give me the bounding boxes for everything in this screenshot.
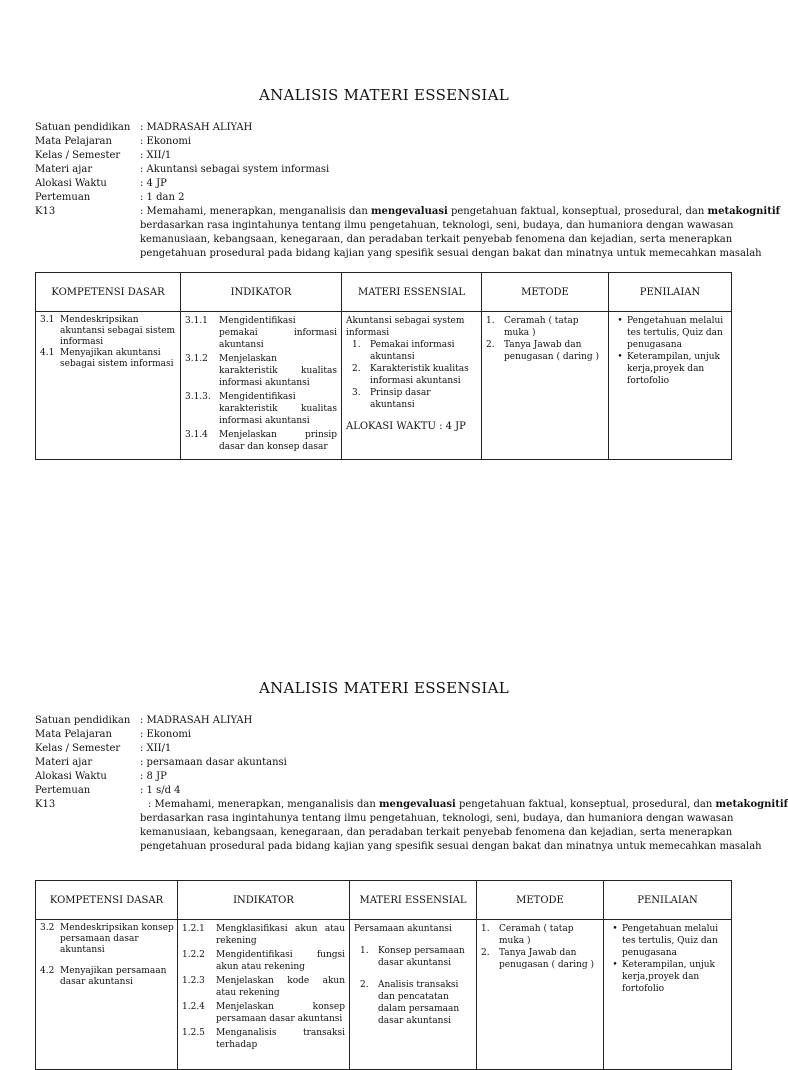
materi-number: 2. — [352, 364, 361, 374]
meta-label: Satuan pendidikan — [35, 122, 131, 133]
cell-metode — [482, 312, 609, 460]
k13-row — [35, 798, 788, 812]
indikator-number: 3.1.4 — [185, 430, 208, 440]
metode-number: 1. — [481, 924, 490, 934]
indikator-text: Menjelaskan prinsip dasar dan konsep dasar — [219, 430, 337, 452]
k13-bold-metakognitif: metakognitif — [715, 799, 788, 810]
materi-number: 1. — [360, 946, 369, 956]
meta-value: : 1 s/d 4 — [140, 785, 181, 796]
meta-row — [35, 742, 735, 756]
bullet-icon: • — [612, 924, 618, 934]
cell-penilaian — [604, 920, 732, 1070]
kd-item — [40, 348, 178, 370]
bullet-icon: • — [617, 352, 623, 362]
indikator-item — [185, 391, 337, 427]
meta-row — [35, 770, 735, 784]
header-kompetensi-dasar: KOMPETENSI DASAR — [36, 273, 181, 312]
table-header-row — [36, 881, 732, 920]
meta-row — [35, 756, 735, 770]
kd-number: 3.1 — [40, 315, 55, 325]
meta-label: Materi ajar — [35, 757, 93, 768]
metode-text: Ceramah ( tatap muka ) — [504, 316, 579, 338]
k13-line: kemanusiaan, kebangsaan, kenegaraan, dan peradaban terkait penyebab fenomena dan kejadian, serta menerapkan — [140, 827, 733, 838]
materi-text: Konsep persamaan dasar akuntansi — [378, 946, 465, 968]
kd-item — [40, 966, 175, 988]
meta-row — [35, 135, 735, 149]
indikator-item — [185, 429, 337, 453]
metode-item — [486, 339, 604, 363]
kd-item — [40, 315, 178, 348]
header-materi-essensial: MATERI ESSENSIAL — [350, 881, 477, 920]
analysis-table — [35, 272, 732, 460]
meta-label: Alokasi Waktu — [35, 771, 107, 782]
k13-middle: pengetahuan faktual, konseptual, prosedural, dan — [447, 206, 708, 217]
penilaian-item — [613, 351, 727, 387]
k13-line: kemanusiaan, kebangsaan, kenegaraan, dan peradaban terkait penyebab fenomena dan kejadian, serta menerapkan — [140, 234, 733, 245]
analysis-table — [35, 880, 732, 1070]
meta-value: : MADRASAH ALIYAH — [140, 715, 253, 726]
indikator-number: 3.1.2 — [185, 354, 208, 364]
k13-bold-metakognitif: metakognitif — [707, 206, 780, 217]
meta-block — [35, 714, 788, 812]
meta-label: Alokasi Waktu — [35, 178, 107, 189]
k13-line: pengetahuan prosedural pada bidang kajian yang spesifik sesuai dengan bakat dan minatnya untuk memecahkan masalah — [140, 841, 762, 852]
penilaian-text: Pengetahuan melalui tes tertulis, Quiz dan penugasana — [622, 924, 719, 958]
materi-text: Karakteristik kualitas informasi akuntansi — [370, 364, 469, 386]
table-row — [36, 920, 732, 1070]
kd-number: 4.2 — [40, 966, 55, 976]
indikator-item — [185, 315, 337, 351]
kd-text: Mendeskripsikan akuntansi sebagai sistem informasi — [60, 315, 176, 347]
k13-label: K13 — [35, 206, 56, 217]
meta-row — [35, 163, 735, 177]
kd-item — [40, 923, 175, 956]
meta-row — [35, 177, 735, 191]
indikator-text: Menganalisis transaksi terhadap — [216, 1028, 345, 1050]
meta-label: Mata Pelajaran — [35, 136, 112, 147]
metode-item — [481, 923, 599, 947]
cell-penilaian — [609, 312, 732, 460]
k13-prefix: : Memahami, menerapkan, menganalisis dan — [148, 799, 379, 810]
metode-item — [481, 947, 599, 971]
header-metode: METODE — [477, 881, 604, 920]
materi-text: Analisis transaksi dan pencatatan dalam persamaan dasar akuntansi — [378, 980, 460, 1026]
cell-materi-essensial — [342, 312, 482, 460]
indikator-item — [182, 923, 345, 947]
materi-item — [354, 945, 472, 969]
indikator-number: 1.2.4 — [182, 1002, 205, 1012]
meta-value: : 8 JP — [140, 771, 167, 782]
metode-number: 1. — [486, 316, 495, 326]
meta-row — [35, 149, 735, 163]
materi-number: 3. — [352, 388, 361, 398]
indikator-text: Menjelaskan konsep persamaan dasar akuntansi — [216, 1002, 345, 1024]
indikator-number: 1.2.1 — [182, 924, 205, 934]
header-penilaian: PENILAIAN — [604, 881, 732, 920]
indikator-item — [185, 353, 337, 389]
k13-label: K13 — [35, 799, 56, 810]
page-title: ANALISIS MATERI ESSENSIAL — [258, 679, 510, 697]
materi-item — [346, 339, 477, 363]
meta-label: Kelas / Semester — [35, 150, 121, 161]
materi-item — [346, 363, 477, 387]
materi-intro: Persamaan akuntansi — [354, 924, 452, 934]
meta-value: : Akuntansi sebagai system informasi — [140, 164, 330, 175]
meta-row — [35, 714, 735, 728]
indikator-text: Mengidentifikasi pemakai informasi akuntansi — [219, 316, 337, 350]
meta-value: : 1 dan 2 — [140, 192, 185, 203]
meta-row — [35, 728, 735, 742]
indikator-text: Mengidentifikasi fungsi akun atau rekening — [216, 950, 345, 972]
k13-first-line — [140, 205, 780, 219]
k13-middle: pengetahuan faktual, konseptual, prosedural, dan — [455, 799, 716, 810]
kd-text: Mendeskripsikan konsep persamaan dasar akuntansi — [60, 923, 174, 955]
k13-line: berdasarkan rasa ingintahunya tentang ilmu pengetahuan, teknologi, seni, budaya, dan humaniora dengan wawasan — [140, 813, 734, 824]
meta-value: : XII/1 — [140, 150, 172, 161]
meta-value: : persamaan dasar akuntansi — [140, 757, 287, 768]
k13-bold-mengevaluasi: mengevaluasi — [378, 799, 456, 810]
penilaian-text: Keterampilan, unjuk kerja,proyek dan fortofolio — [622, 960, 715, 994]
materi-intro: Akuntansi sebagai system informasi — [346, 316, 465, 338]
indikator-number: 3.1.1 — [185, 316, 208, 326]
materi-number: 2. — [360, 980, 369, 990]
k13-continuation — [140, 219, 762, 261]
penilaian-item — [613, 315, 727, 351]
penilaian-item — [608, 923, 727, 959]
header-kompetensi-dasar: KOMPETENSI DASAR — [36, 881, 178, 920]
bullet-icon: • — [617, 316, 623, 326]
header-penilaian: PENILAIAN — [609, 273, 732, 312]
k13-line: berdasarkan rasa ingintahunya tentang ilmu pengetahuan, teknologi, seni, budaya, dan humaniora dengan wawasan — [140, 220, 734, 231]
indikator-item — [182, 1027, 345, 1051]
metode-text: Tanya Jawab dan penugasan ( daring ) — [504, 340, 600, 362]
meta-row — [35, 784, 735, 798]
k13-continuation — [140, 812, 762, 854]
indikator-number: 3.1.3. — [185, 392, 211, 402]
materi-item — [346, 387, 477, 411]
metode-text: Tanya Jawab dan penugasan ( daring ) — [499, 948, 595, 970]
meta-label: Pertemuan — [35, 785, 91, 796]
penilaian-text: Pengetahuan melalui tes tertulis, Quiz dan penugasana — [627, 316, 724, 350]
header-indikator: INDIKATOR — [178, 881, 350, 920]
cell-indikator — [181, 312, 342, 460]
table-row — [36, 312, 732, 460]
kd-number: 3.2 — [40, 923, 55, 933]
k13-line: pengetahuan prosedural pada bidang kajian yang spesifik sesuai dengan bakat dan minatnya untuk memecahkan masalah — [140, 248, 762, 259]
kd-number: 4.1 — [40, 348, 55, 358]
cell-metode — [477, 920, 604, 1070]
indikator-item — [182, 949, 345, 973]
penilaian-text: Keterampilan, unjuk kerja,proyek dan fortofolio — [627, 352, 720, 386]
meta-value: : XII/1 — [140, 743, 172, 754]
materi-alokasi: ALOKASI WAKTU : 4 JP — [346, 421, 466, 432]
indikator-text: Mengklasifikasi akun atau rekening — [216, 924, 345, 946]
k13-row — [35, 205, 780, 219]
indikator-text: Menjelaskan karakteristik kualitas informasi akuntansi — [219, 354, 337, 388]
bullet-icon: • — [612, 960, 618, 970]
indikator-item — [182, 1001, 345, 1025]
meta-value: : 4 JP — [140, 178, 167, 189]
cell-materi-essensial — [350, 920, 477, 1070]
meta-label: Satuan pendidikan — [35, 715, 131, 726]
metode-number: 2. — [481, 948, 490, 958]
k13-prefix: : Memahami, menerapkan, menganalisis dan — [140, 206, 371, 217]
indikator-number: 1.2.3 — [182, 976, 205, 986]
indikator-text: Menjelaskan kode akun atau rekening — [216, 976, 345, 998]
kd-text: Menyajikan akuntansi sebagai sistem informasi — [60, 348, 174, 369]
materi-text: Pemakai informasi akuntansi — [370, 340, 455, 362]
meta-value: : Ekonomi — [140, 729, 192, 740]
indikator-text: Mengidentifikasi karakteristik kualitas informasi akuntansi — [219, 392, 337, 426]
penilaian-item — [608, 959, 727, 995]
header-materi-essensial: MATERI ESSENSIAL — [342, 273, 482, 312]
meta-row — [35, 191, 735, 205]
cell-kompetensi-dasar — [36, 312, 181, 460]
cell-kompetensi-dasar — [36, 920, 178, 1070]
metode-number: 2. — [486, 340, 495, 350]
meta-block — [35, 121, 780, 219]
k13-bold-mengevaluasi: mengevaluasi — [370, 206, 448, 217]
k13-first-line — [148, 798, 788, 812]
meta-value: : Ekonomi — [140, 136, 192, 147]
metode-item — [486, 315, 604, 339]
kd-text: Menyajikan persamaan dasar akuntansi — [60, 966, 167, 987]
header-indikator: INDIKATOR — [181, 273, 342, 312]
page-title: ANALISIS MATERI ESSENSIAL — [258, 86, 510, 104]
meta-row — [35, 121, 735, 135]
materi-number: 1. — [352, 340, 361, 350]
meta-value: : MADRASAH ALIYAH — [140, 122, 253, 133]
meta-label: Mata Pelajaran — [35, 729, 112, 740]
indikator-number: 1.2.2 — [182, 950, 205, 960]
meta-label: Kelas / Semester — [35, 743, 121, 754]
cell-indikator — [178, 920, 350, 1070]
meta-label: Pertemuan — [35, 192, 91, 203]
indikator-number: 1.2.5 — [182, 1028, 205, 1038]
metode-text: Ceramah ( tatap muka ) — [499, 924, 574, 946]
materi-item — [354, 979, 472, 1027]
table-header-row — [36, 273, 732, 312]
materi-text: Prinsip dasar akuntansi — [370, 388, 431, 410]
meta-label: Materi ajar — [35, 164, 93, 175]
header-metode: METODE — [482, 273, 609, 312]
indikator-item — [182, 975, 345, 999]
